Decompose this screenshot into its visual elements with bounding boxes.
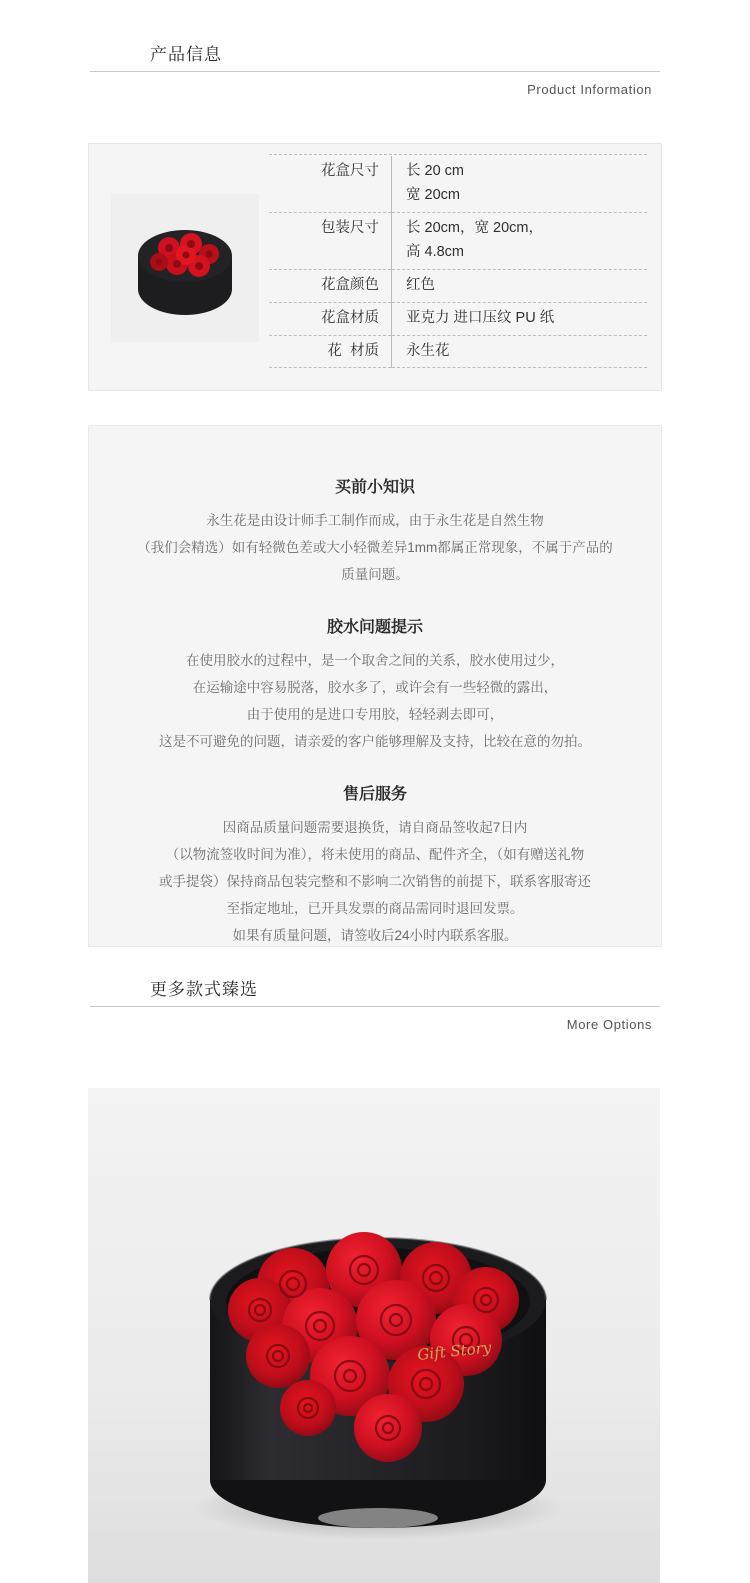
spec-value — [392, 302, 648, 335]
note-line: 在运输途中容易脱落，胶水多了，或许会有一些轻微的露出， — [192, 680, 558, 695]
spec-value-line: 宽 20cm — [406, 186, 460, 203]
svg-text:Gift Story: Gift Story — [416, 1338, 493, 1364]
notes-panel — [88, 425, 662, 947]
section-title-cn: 更多款式臻选 — [150, 980, 258, 999]
note-title: 胶水问题提示 — [326, 619, 423, 636]
spec-value — [392, 269, 648, 302]
note-line: 至指定地址，已开具发票的商品需同时退回发票。 — [226, 901, 524, 916]
note-line: 这是不可避免的问题，请亲爱的客户能够理解及支持，比较在意的勿拍。 — [159, 734, 591, 749]
specification-panel — [88, 143, 662, 391]
spec-label: 花盒尺寸 — [269, 156, 392, 212]
note-block-after-sales — [89, 781, 661, 949]
product-thumbnail — [111, 194, 259, 342]
note-line: 如果有质量问题，请签收后24小时内联系客服。 — [232, 928, 518, 943]
spec-value-line: 长 20cm，宽 20cm， — [406, 219, 543, 236]
note-block-glue — [89, 614, 661, 755]
spec-label: 包装尺寸 — [269, 212, 392, 269]
spec-value-line: 永生花 — [406, 342, 450, 359]
table-row — [269, 335, 647, 368]
section-title-cn: 产品信息 — [150, 45, 222, 64]
note-line: 因商品质量问题需要退换货，请自商品签收起7日内 — [222, 820, 528, 835]
note-title: 买前小知识 — [334, 479, 415, 496]
spec-label: 花盒材质 — [269, 302, 392, 335]
note-line: 永生花是由设计师手工制作而成，由于永生花是自然生物 — [206, 513, 544, 528]
spec-value-line: 高 4.8cm — [406, 243, 465, 260]
note-line: 质量问题。 — [341, 567, 409, 582]
spec-value-line: 红色 — [406, 276, 435, 293]
note-body — [89, 507, 661, 588]
note-body — [89, 814, 661, 949]
specification-table — [269, 156, 647, 368]
spec-value — [392, 156, 648, 212]
spec-table-top-divider — [269, 154, 647, 155]
spec-label: 花盒颜色 — [269, 269, 392, 302]
section-header-product-info — [90, 40, 660, 97]
note-block-pre-purchase — [89, 474, 661, 588]
note-line: 或手提袋）保持商品包装完整和不影响二次销售的前提下，联系客服寄还 — [159, 874, 591, 889]
note-line: （以物流签收时间为准），将未使用的商品、配件齐全，（如有赠送礼物 — [165, 847, 585, 862]
spec-value — [392, 335, 648, 368]
spec-label: 花 材质 — [269, 335, 392, 368]
spec-value-line: 长 20 cm — [406, 163, 465, 179]
product-hero-image — [88, 1088, 660, 1583]
table-row — [269, 156, 647, 212]
section-header-more-options — [90, 975, 660, 1032]
table-row — [269, 302, 647, 335]
note-line: 由于使用的是进口专用胶，轻轻剥去即可， — [246, 707, 504, 722]
note-body — [89, 647, 661, 755]
note-line: 在使用胶水的过程中，是一个取舍之间的关系，胶水使用过少， — [186, 653, 564, 668]
note-title: 售后服务 — [342, 786, 407, 803]
spec-value — [392, 212, 648, 269]
table-row — [269, 212, 647, 269]
section-title-en: Product Information — [527, 82, 652, 97]
note-line: （我们会精选）如有轻微色差或大小轻微差异1mm都属正常现象，不属于产品的 — [137, 540, 613, 555]
section-title-en: More Options — [566, 1017, 652, 1032]
table-row — [269, 269, 647, 302]
spec-value-line: 亚克力 进口压纹 PU 纸 — [406, 309, 555, 326]
